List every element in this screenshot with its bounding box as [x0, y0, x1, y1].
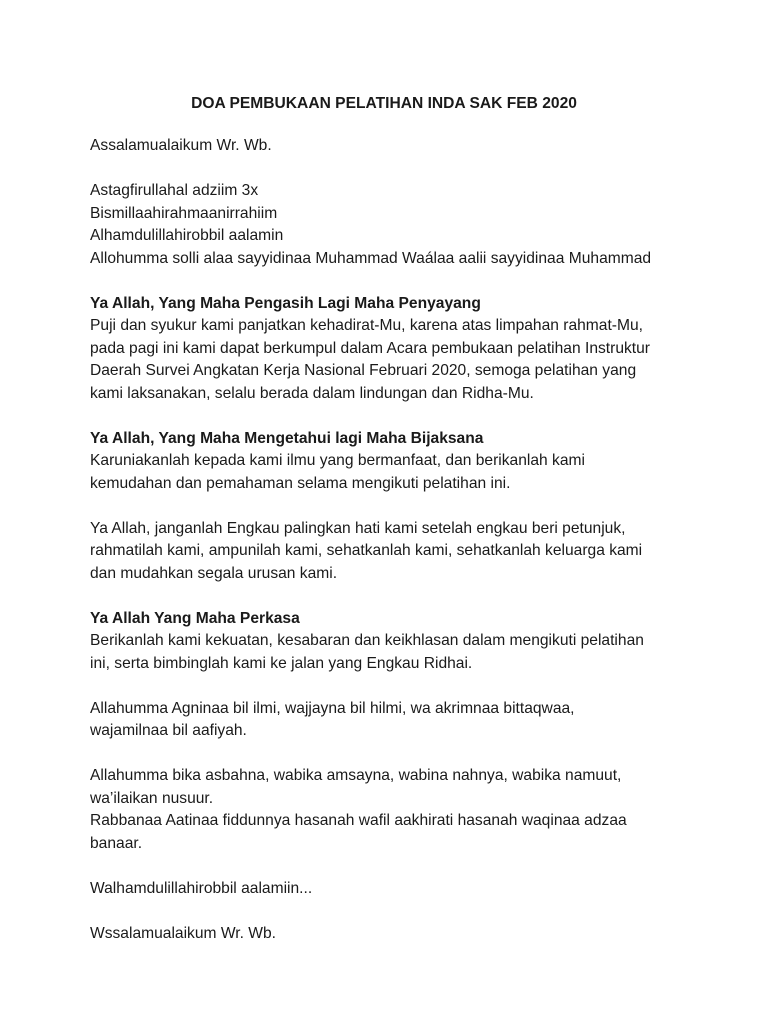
paragraph-gap — [90, 495, 690, 518]
section-mengetahui — [90, 428, 690, 496]
paragraph-line: Ya Allah, janganlah Engkau palingkan hati kami setelah engkau beri petunjuk, — [90, 519, 626, 537]
paragraph-gap — [90, 900, 690, 923]
paragraph-line: Rabbanaa Aatinaa fiddunnya hasanah wafil aakhirati hasanah waqinaa adzaa — [90, 812, 627, 829]
section-line: Daerah Survei Angkatan Kerja Nasional Februari 2020, semoga pelatihan yang — [90, 362, 637, 379]
opening-line: Allohumma solli alaa sayyidinaa Muhammad Waálaa aalii sayyidinaa Muhammad — [90, 249, 652, 267]
paragraph-line: banaar. — [90, 834, 143, 852]
greeting: Assalamualaikum Wr. Wb. — [90, 137, 272, 154]
section-line: pada pagi ini kami dapat berkumpul dalam Acara pembukaan pelatihan Instruktur — [90, 339, 650, 357]
paragraph-gap — [90, 270, 690, 293]
paragraph-gap — [90, 855, 690, 878]
paragraph-line: wa’ilaikan nusuur. — [90, 789, 214, 807]
paragraph-gap — [90, 585, 690, 608]
paragraph-gap — [90, 675, 690, 698]
document-body — [90, 135, 690, 945]
paragraph-line: wajamilnaa bil aafiyah. — [90, 722, 247, 739]
paragraph-agninaa — [90, 698, 690, 743]
section-perkasa — [90, 608, 690, 676]
section-line: kami laksanakan, selalu berada dalam lindungan dan Ridha-Mu. — [90, 384, 534, 402]
opening-line: Alhamdulillahirobbil aalamin — [90, 227, 284, 244]
opening-line: Astagfirullahal adziim 3x — [90, 182, 259, 199]
paragraph-line: Allahumma Agninaa bil ilmi, wajjayna bil hilmi, wa akrimnaa bittaqwaa, — [90, 699, 575, 717]
paragraph-bika-asbahna — [90, 765, 690, 855]
paragraph-gap — [90, 405, 690, 428]
section-heading: Ya Allah Yang Maha Perkasa — [90, 609, 300, 627]
opening-line: Bismillaahirahmaanirrahiim — [90, 204, 278, 222]
paragraph-line: Allahumma bika asbahna, wabika amsayna, wabina nahnya, wabika namuut, — [90, 767, 622, 784]
paragraph-line: rahmatilah kami, ampunilah kami, sehatkanlah kami, sehatkanlah keluarga kami — [90, 542, 643, 559]
section-heading: Ya Allah, Yang Maha Pengasih Lagi Maha Penyayang — [90, 294, 481, 312]
paragraph-gap — [90, 743, 690, 766]
section-line: Karuniakanlah kepada kami ilmu yang bermanfaat, dan berikanlah kami — [90, 452, 585, 469]
section-line: kemudahan dan pemahaman selama mengikuti pelatihan ini. — [90, 474, 511, 492]
paragraph-gap — [90, 158, 690, 181]
paragraph-line: dan mudahkan segala urusan kami. — [90, 564, 338, 582]
document-title: DOA PEMBUKAAN PELATIHAN INDA SAK FEB 2020 — [191, 95, 577, 112]
section-line: Berikanlah kami kekuatan, kesabaran dan keikhlasan dalam mengikuti pelatihan — [90, 632, 644, 649]
section-line: ini, serta bimbinglah kami ke jalan yang Engkau Ridhai. — [90, 654, 473, 672]
section-heading: Ya Allah, Yang Maha Mengetahui lagi Maha Bijaksana — [90, 429, 484, 447]
section-line: Puji dan syukur kami panjatkan kehadirat-Mu, karena atas limpahan rahmat-Mu, — [90, 317, 643, 334]
closing-hamdalah: Walhamdulillahirobbil aalamiin... — [90, 879, 313, 897]
section-pengasih — [90, 293, 690, 406]
opening-prayers — [90, 180, 690, 270]
closing-greeting: Wssalamualaikum Wr. Wb. — [90, 924, 277, 942]
paragraph-petunjuk — [90, 518, 690, 586]
